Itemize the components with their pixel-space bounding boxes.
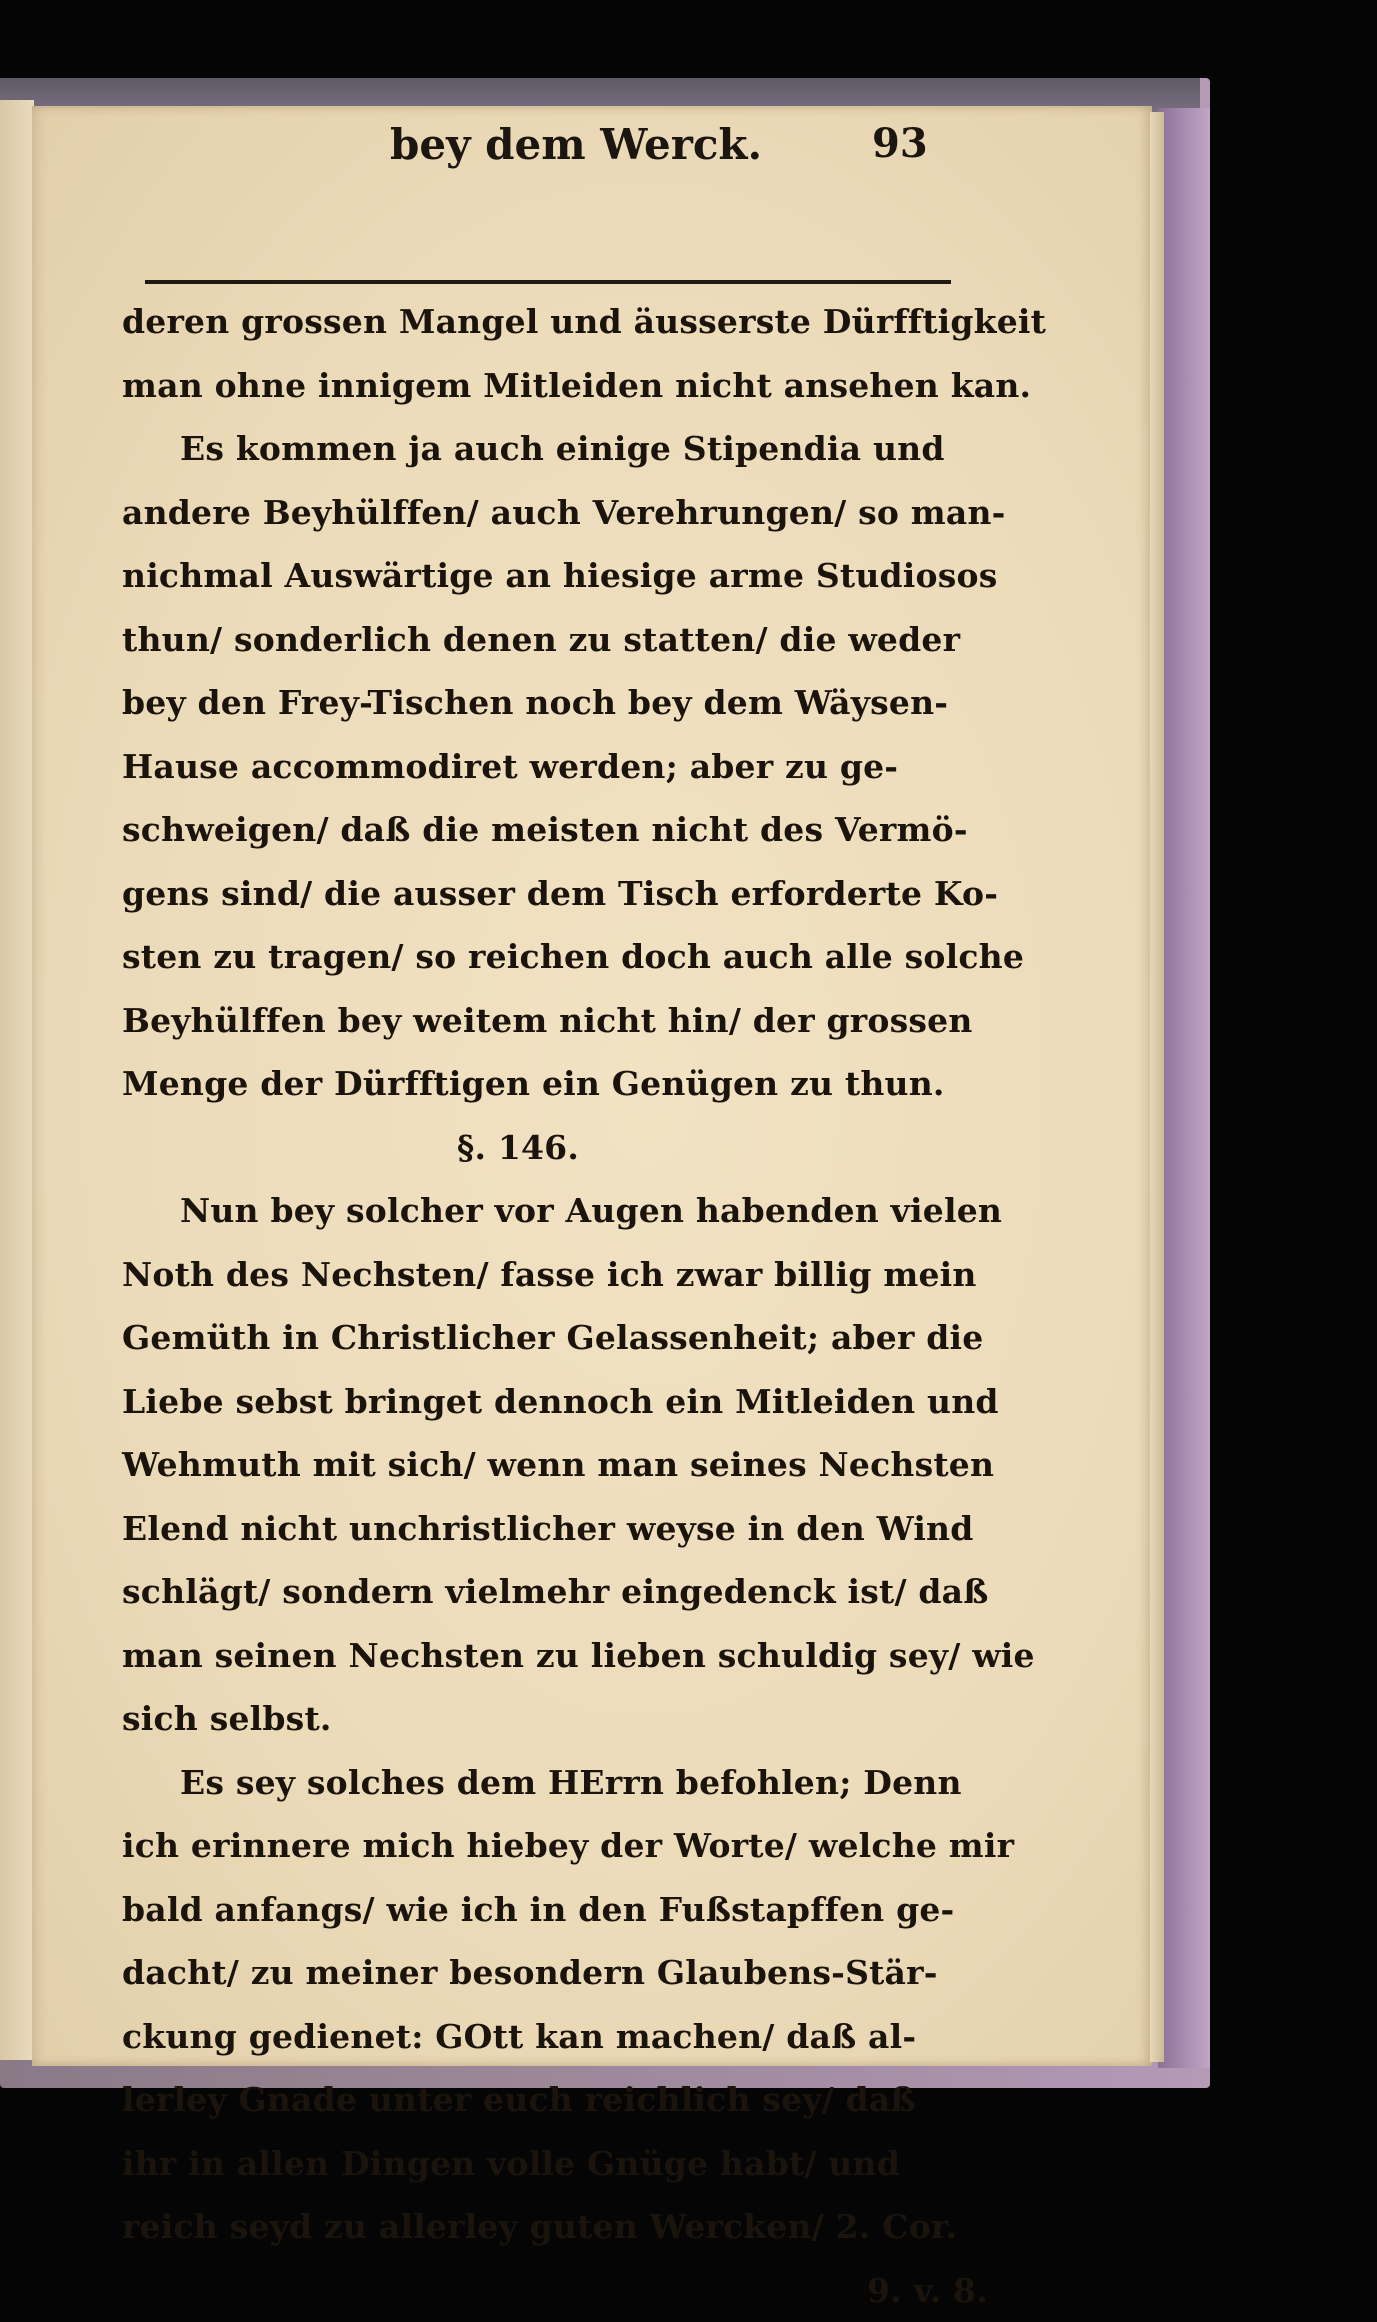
text-line: thun/ sonderlich denen zu statten/ die weder (122, 608, 972, 672)
text-line: schlägt/ sondern vielmehr eingedenck ist/ daß (122, 1560, 972, 1624)
text-line: 9. v. 8. (122, 2259, 972, 2322)
text-line: bey den Frey-Tischen noch bey dem Wäysen- (122, 671, 972, 735)
text-line: Gemüth in Christlicher Gelassenheit; aber die (122, 1306, 972, 1370)
text-line: ckung gedienet: GOtt kan machen/ daß al- (122, 2005, 972, 2069)
text-line: Beyhülffen bey weitem nicht hin/ der grossen (122, 989, 972, 1053)
page-header (110, 120, 950, 180)
text-line: schweigen/ daß die meisten nicht des Vermö- (122, 798, 972, 862)
text-line: lerley Gnade unter euch reichlich sey/ daß (122, 2068, 972, 2132)
text-line: andere Beyhülffen/ auch Verehrungen/ so man- (122, 481, 972, 545)
text-line: Hause accommodiret werden; aber zu ge- (122, 735, 972, 799)
text-line: sten zu tragen/ so reichen doch auch alle solche (122, 925, 972, 989)
text-line: Es kommen ja auch einige Stipendia und (122, 417, 972, 481)
text-line: gens sind/ die ausser dem Tisch erforderte Ko- (122, 862, 972, 926)
page-stack-edge (1150, 112, 1164, 2062)
text-line: Liebe sebst bringet dennoch ein Mitleiden und (122, 1370, 972, 1434)
text-line: Elend nicht unchristlicher weyse in den Wind (122, 1497, 972, 1561)
running-head: bey dem Werck. (390, 120, 762, 169)
text-line: bald anfangs/ wie ich in den Fußstapffen ge- (122, 1878, 972, 1942)
page-number: 93 (872, 120, 928, 167)
text-line: deren grossen Mangel und äusserste Dürfftigkeit (122, 290, 972, 354)
text-line: ihr in allen Dingen volle Gnüge habt/ und (122, 2132, 972, 2196)
text-line: man ohne innigem Mitleiden nicht ansehen kan. (122, 354, 972, 418)
text-line: Menge der Dürfftigen ein Genügen zu thun. (122, 1052, 972, 1116)
text-line: reich seyd zu allerley guten Wercken/ 2. Cor. (122, 2195, 972, 2259)
text-line: Es sey solches dem HErrn befohlen; Denn (122, 1751, 972, 1815)
text-line: nichmal Auswärtige an hiesige arme Studiosos (122, 544, 972, 608)
text-line: Wehmuth mit sich/ wenn man seines Nechsten (122, 1433, 972, 1497)
facing-page-edge (0, 100, 34, 2060)
text-line: ich erinnere mich hiebey der Worte/ welche mir (122, 1814, 972, 1878)
section-heading: §. 146. (122, 1116, 972, 1180)
text-line: Noth des Nechsten/ fasse ich zwar billig mein (122, 1243, 972, 1307)
text-line: dacht/ zu meiner besondern Glaubens-Stär- (122, 1941, 972, 2005)
text-line: man seinen Nechsten zu lieben schuldig sey/ wie (122, 1624, 972, 1688)
text-line: sich selbst. (122, 1687, 972, 1751)
text-line: Nun bey solcher vor Augen habenden vielen (122, 1179, 972, 1243)
cover-spine-edge (1158, 108, 1210, 2068)
header-rule (145, 280, 951, 284)
body-text (122, 290, 972, 2322)
